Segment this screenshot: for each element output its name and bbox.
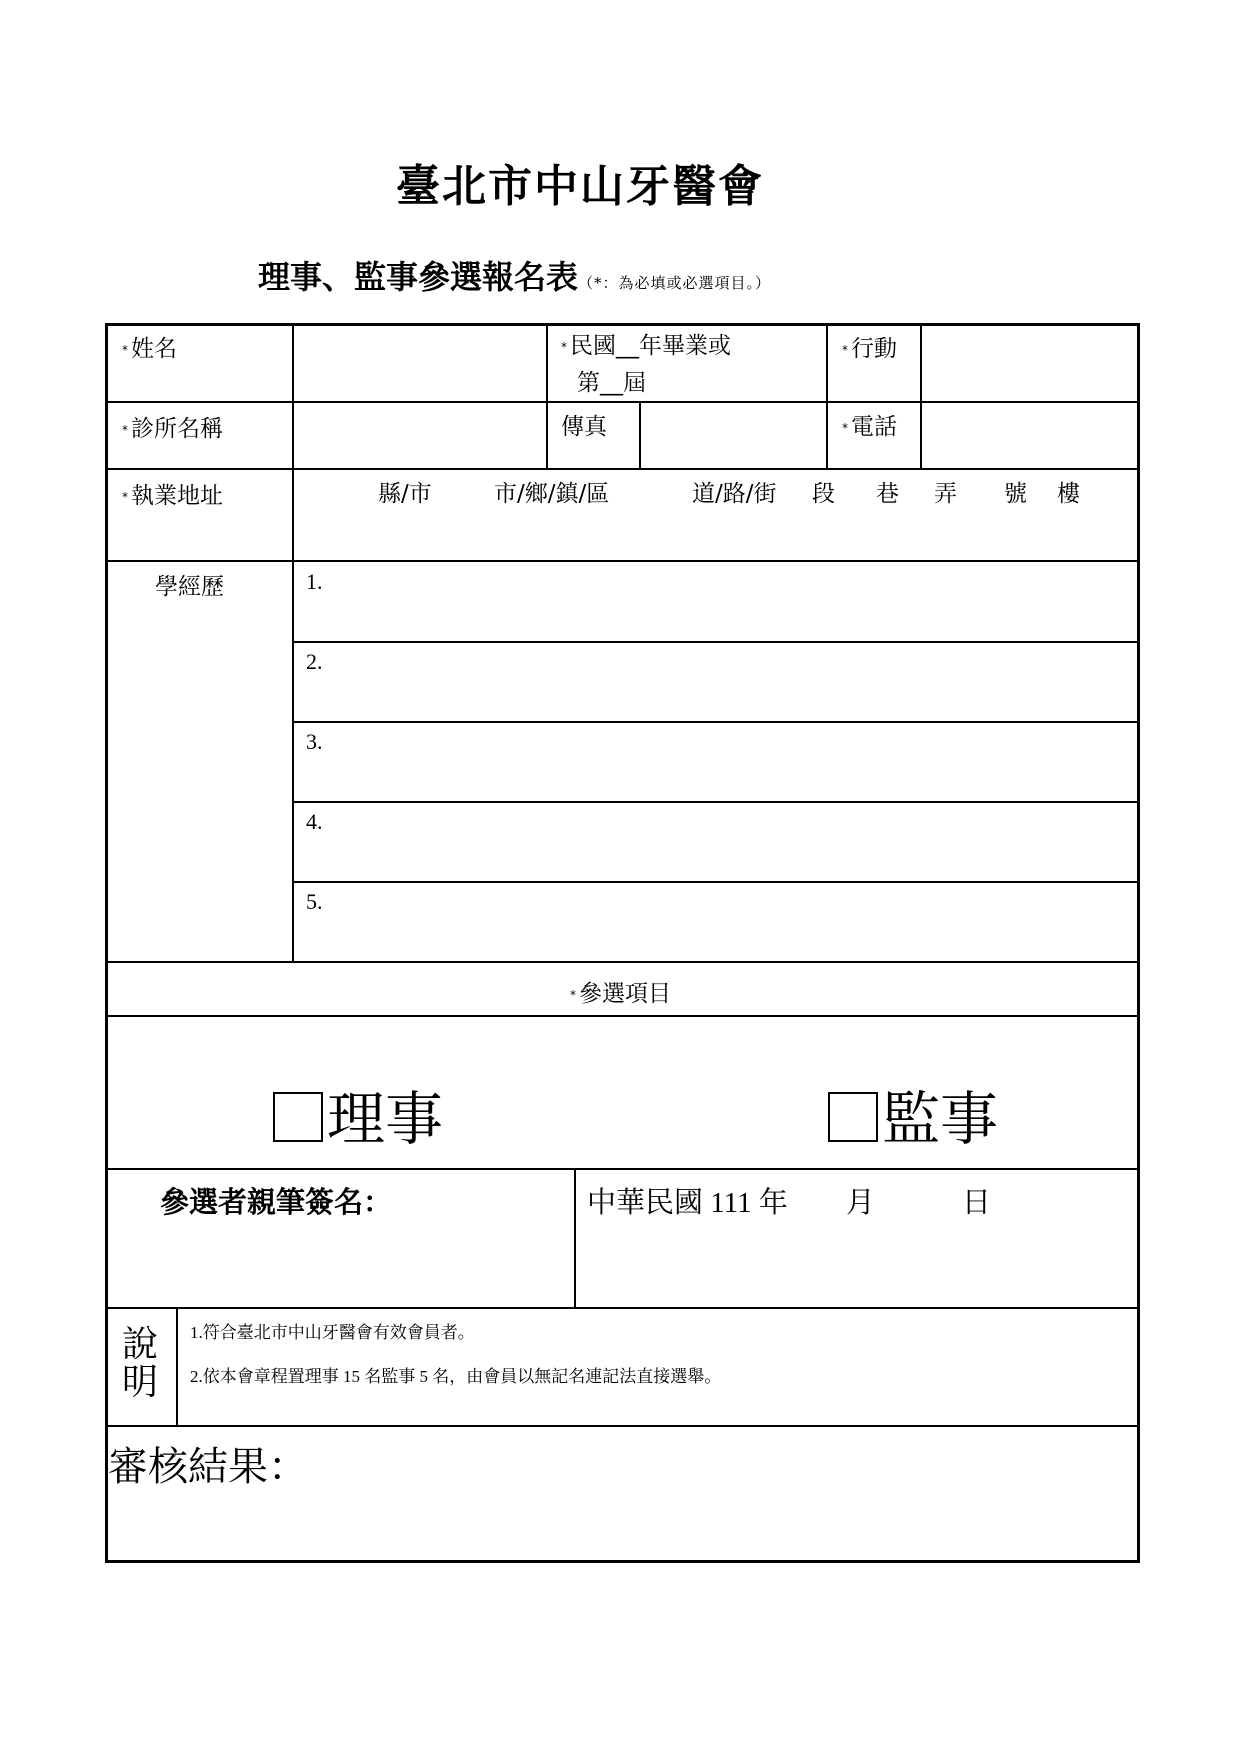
option-director-label: 理事	[327, 1085, 444, 1153]
option-supervisor-label: 監事	[882, 1085, 999, 1153]
phone-field[interactable]	[924, 404, 1135, 467]
address-section: 段	[812, 481, 835, 507]
required-mark: *	[122, 342, 128, 357]
date-label: 中華民國 111 年 月 日	[587, 1187, 991, 1219]
clinic-field[interactable]	[296, 404, 544, 467]
page-title: 臺北市中山牙醫會	[396, 161, 764, 212]
required-note: （*：為必填或必選項目。）	[578, 274, 772, 292]
supervisor-checkbox[interactable]	[828, 1092, 878, 1142]
option-supervisor[interactable]	[828, 1072, 998, 1156]
required-mark: *	[842, 342, 848, 357]
phone-label: * 電話	[842, 414, 897, 440]
fax-field[interactable]	[643, 404, 824, 467]
required-mark: *	[561, 339, 567, 354]
required-mark: *	[122, 422, 128, 437]
row-number: 3.	[306, 729, 323, 754]
signature-field[interactable]	[108, 1220, 572, 1305]
address-alley: 弄	[934, 481, 957, 507]
required-mark: *	[570, 987, 576, 1002]
experience-label: 學經歷	[155, 574, 224, 600]
signature-label: 參選者親筆簽名：	[160, 1185, 393, 1219]
experience-row-4[interactable]	[296, 804, 1135, 880]
review-label: 審核結果：	[108, 1444, 308, 1489]
notes-label: 說 明	[121, 1324, 158, 1402]
address-road: 道/路/街	[692, 481, 777, 507]
row-number: 4.	[306, 809, 323, 834]
form-subtitle	[258, 252, 771, 298]
clinic-label: * 診所名稱	[122, 416, 223, 442]
required-mark: *	[842, 420, 848, 435]
address-town: 市/鄉/鎮/區	[494, 481, 610, 507]
note-2: 2.依本會章程置理事 15 名監事 5 名，由會員以無記名連記法直接選舉。	[190, 1367, 722, 1386]
mobile-label: * 行動	[842, 336, 897, 362]
date-field[interactable]	[578, 1220, 1135, 1305]
mobile-field[interactable]	[924, 327, 1135, 399]
required-mark: *	[122, 489, 128, 504]
form-subtitle-text: 理事、監事參選報名表	[258, 258, 579, 296]
address-floor: 樓	[1057, 481, 1080, 507]
address-lane: 巷	[876, 481, 899, 507]
row-number: 1.	[306, 569, 323, 594]
name-label: * 姓名	[122, 336, 177, 362]
fax-label: 傳真	[561, 414, 607, 440]
graduation-label[interactable]: * 民國__年畢業或 第__屆	[561, 333, 731, 396]
option-director[interactable]	[273, 1072, 443, 1156]
note-1: 1.符合臺北市中山牙醫會有效會員者。	[190, 1323, 475, 1342]
experience-row-2[interactable]	[296, 644, 1135, 720]
experience-row-1[interactable]	[296, 563, 1135, 639]
name-field[interactable]	[296, 327, 544, 399]
election-label: * 參選項目	[570, 981, 671, 1007]
row-number: 5.	[306, 889, 323, 914]
address-label: * 執業地址	[122, 483, 223, 509]
director-checkbox[interactable]	[273, 1092, 323, 1142]
experience-row-3[interactable]	[296, 724, 1135, 800]
address-county: 縣/市	[378, 481, 432, 507]
experience-row-5[interactable]	[296, 884, 1135, 960]
address-number: 號	[1004, 481, 1027, 507]
row-number: 2.	[306, 649, 323, 674]
review-field[interactable]	[108, 1490, 1135, 1558]
